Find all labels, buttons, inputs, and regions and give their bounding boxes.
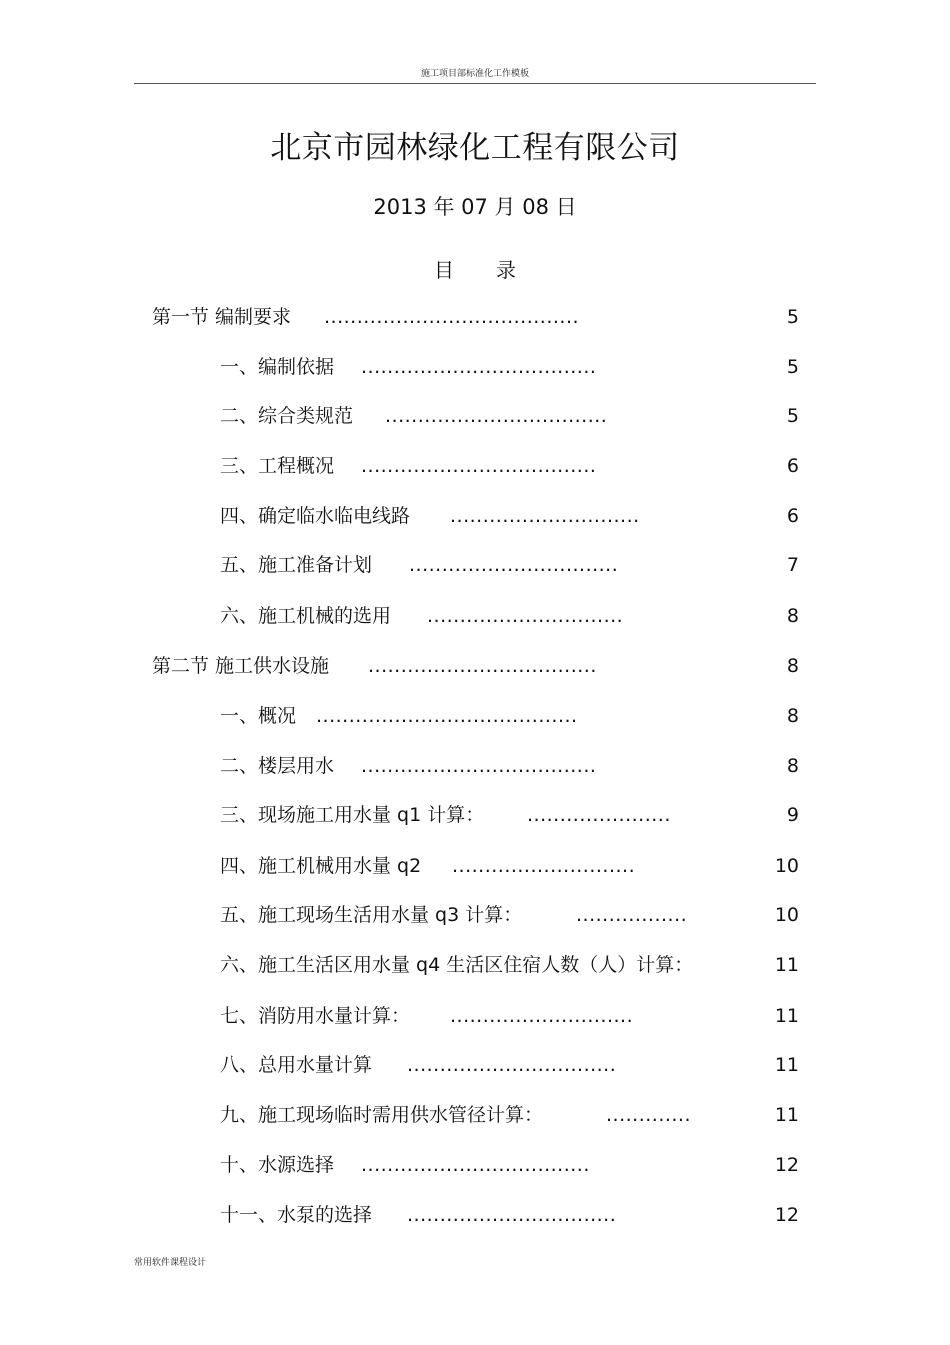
toc-title: 目录: [434, 258, 558, 282]
toc-entry-page: 5: [786, 405, 799, 427]
toc-entry-leader: ..................................: [385, 405, 608, 427]
toc-entry-leader: .............: [606, 1104, 692, 1126]
toc-entry-leader: ................................: [407, 1204, 617, 1226]
toc-entry-page: 10: [774, 855, 799, 877]
toc-entry-label: 六、施工机械的选用: [220, 605, 392, 627]
toc-entry-label: 八、总用水量计算: [220, 1054, 373, 1076]
page-footer: 常用软件课程设计: [134, 1258, 207, 1268]
toc-entry-label: 五、施工现场生活用水量 q3 计算：: [220, 904, 523, 926]
document-date: 2013 年 07 月 08 日: [373, 195, 577, 219]
header-rule: [134, 83, 816, 84]
toc-entry-page: 8: [786, 755, 799, 777]
toc-entry-page: 8: [786, 655, 799, 677]
company-title: 北京市园林绿化工程有限公司: [270, 130, 680, 166]
toc-entry-label: 六、施工生活区用水量 q4 生活区住宿人数（人）计算：: [220, 954, 694, 976]
toc-entry-leader: .............................: [450, 505, 640, 527]
toc-entry-leader: ................................: [409, 554, 619, 576]
toc-entry-leader: ........................................: [316, 705, 578, 727]
toc-entry-label: 二、楼层用水: [220, 755, 335, 777]
toc-entry-page: 8: [786, 605, 799, 627]
toc-entry-page: 10: [774, 904, 799, 926]
toc-entry-label: 九、施工现场临时需用供水管径计算：: [220, 1104, 544, 1126]
toc-entry-page: 11: [774, 1104, 799, 1126]
toc-entry-page: 6: [786, 505, 799, 527]
toc-entry-label: 十一、水泵的选择: [220, 1204, 373, 1226]
toc-entry-page: 11: [774, 954, 799, 976]
toc-entry-label: 一、概况: [220, 705, 297, 727]
toc-entry-label: 十、水源选择: [220, 1154, 335, 1176]
toc-entry-page: 11: [774, 1005, 799, 1027]
toc-entry-page: 8: [786, 705, 799, 727]
toc-entry-page: 12: [774, 1154, 799, 1176]
toc-entry-label: 一、编制依据: [220, 356, 335, 378]
toc-entry-page: 9: [786, 804, 799, 826]
toc-entry-leader: ............................: [452, 855, 636, 877]
toc-entry-label: 三、现场施工用水量 q1 计算：: [220, 804, 485, 826]
toc-entry-page: 5: [786, 356, 799, 378]
toc-entry-leader: .................: [576, 904, 688, 926]
toc-entry-page: 11: [774, 1054, 799, 1076]
toc-entry-leader: ...................................: [368, 655, 597, 677]
toc-entry-label: 七、消防用水量计算：: [220, 1005, 411, 1027]
toc-entry-leader: ....................................: [361, 755, 597, 777]
toc-entry-leader: ......................: [527, 804, 671, 826]
toc-entry-leader: ..............................: [427, 605, 624, 627]
toc-entry-leader: ................................: [407, 1054, 617, 1076]
toc-entry-label: 第二节 施工供水设施: [152, 655, 330, 677]
toc-entry-label: 四、确定临水临电线路: [220, 505, 411, 527]
page-header: 施工项目部标准化工作模板: [420, 69, 529, 79]
toc-entry-leader: ....................................: [361, 455, 597, 477]
toc-entry-label: 二、综合类规范: [220, 405, 354, 427]
toc-entry-leader: ....................................: [361, 356, 597, 378]
toc-entry-leader: .......................................: [324, 306, 580, 328]
toc-entry-label: 四、施工机械用水量 q2: [220, 855, 422, 877]
toc-entry-page: 7: [786, 554, 799, 576]
toc-entry-label: 第一节 编制要求: [152, 306, 292, 328]
toc-entry-page: 12: [774, 1204, 799, 1226]
toc-entry-page: 5: [786, 306, 799, 328]
toc-entry-leader: ............................: [450, 1005, 634, 1027]
toc-entry-label: 五、施工准备计划: [220, 554, 373, 576]
toc-entry-label: 三、工程概况: [220, 455, 335, 477]
toc-entry-leader: ...................................: [361, 1154, 590, 1176]
toc-entry-page: 6: [786, 455, 799, 477]
